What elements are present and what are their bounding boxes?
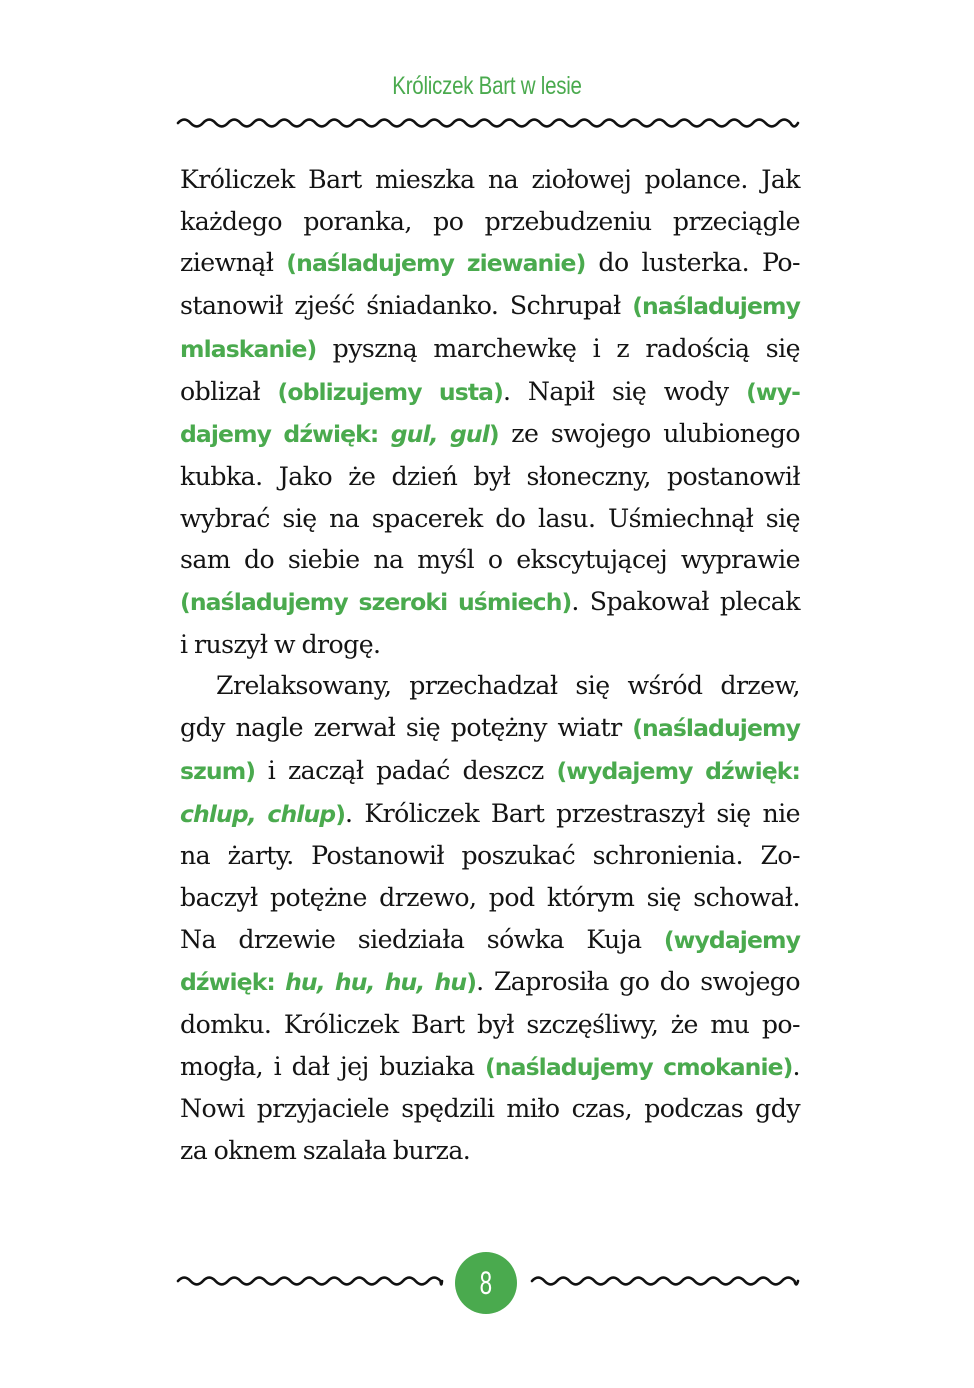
narrative-text: gdy nagle zerwał się potężny wiatr	[180, 713, 633, 743]
narrative-text: oblizał	[180, 376, 278, 406]
narrative-text: stanowił zjeść śniadanko. Schrupał	[180, 291, 633, 321]
text-line	[180, 835, 800, 877]
narrative-text: baczył potężne drzewo, pod którym się schował.	[180, 882, 800, 912]
running-head-title: Króliczek Bart w lesie	[392, 72, 582, 100]
narrative-text: mogła, i dał jej buziaka	[180, 1051, 485, 1081]
sound-instruction: chlup, chlup	[180, 799, 336, 828]
wavy-divider-top	[176, 115, 800, 131]
narrative-text: i zaczął padać deszcz	[255, 755, 557, 785]
wavy-divider-bottom-right	[530, 1273, 800, 1289]
narrative-text: na żarty. Postanowił poszukać schronienia. Zo-	[180, 841, 800, 871]
sound-instruction: (naśladujemy	[632, 714, 800, 743]
narrative-text: wybrać się na spacerek do lasu. Uśmiechnął się	[180, 503, 800, 533]
narrative-text: każdego poranka, po przebudzeniu przeciągle	[180, 206, 800, 236]
narrative-text: i ruszył w drogę.	[180, 629, 381, 659]
story-text	[180, 159, 800, 1172]
narrative-text: do lusterka. Po-	[585, 248, 800, 278]
sound-instruction: dajemy dźwięk:	[180, 420, 391, 449]
text-line	[180, 665, 800, 707]
text-line	[180, 793, 800, 836]
sound-instruction: gul, gul	[390, 420, 489, 449]
sound-instruction: (naśladujemy cmokanie)	[484, 1052, 793, 1081]
sound-instruction: mlaskanie)	[180, 334, 317, 363]
narrative-text: Zrelaksowany, przechadzał się wśród drzew,	[216, 671, 800, 701]
text-line	[180, 1004, 800, 1046]
sound-instruction: hu, hu, hu, hu	[285, 968, 467, 997]
text-line	[180, 1046, 800, 1089]
text-line	[180, 159, 800, 201]
narrative-text: kubka. Jako że dzień był słoneczny, postanowił	[180, 461, 800, 491]
sound-instruction: (wy-	[746, 377, 800, 406]
sound-instruction: (oblizujemy usta)	[277, 377, 503, 406]
text-line	[180, 1088, 800, 1130]
text-line	[180, 285, 800, 328]
paragraph	[180, 159, 800, 665]
page-number-badge	[455, 1252, 517, 1314]
narrative-text: za oknem szalała burza.	[180, 1136, 471, 1166]
page-number: 8	[479, 1265, 493, 1301]
text-line	[180, 242, 800, 285]
sound-instruction: (naśladujemy ziewanie)	[286, 249, 586, 278]
text-line	[180, 328, 800, 371]
text-line	[180, 919, 800, 962]
narrative-text: Na drzewie siedziała sówka Kuja	[180, 924, 664, 954]
text-line	[180, 581, 800, 624]
text-line	[180, 1130, 800, 1172]
sound-instruction: (wydajemy	[663, 925, 800, 954]
text-line	[180, 201, 800, 243]
sound-instruction: dźwięk:	[180, 968, 286, 997]
sound-instruction: (naśladujemy	[632, 292, 800, 321]
text-line	[180, 498, 800, 540]
narrative-text: . Zaprosiła go do swojego	[476, 967, 800, 997]
narrative-text: ze swojego ulubionego	[498, 419, 800, 449]
text-line	[180, 413, 800, 456]
narrative-text: Króliczek Bart mieszka na ziołowej polance. Jak	[180, 165, 800, 194]
wavy-divider-bottom-left	[176, 1273, 444, 1289]
narrative-text: Nowi przyjaciele spędzili miło czas, podczas gdy	[180, 1094, 800, 1124]
sound-instruction: )	[466, 968, 477, 997]
text-line	[180, 624, 800, 666]
text-line	[180, 877, 800, 919]
sound-instruction: (wydajemy dźwięk:	[556, 756, 801, 785]
text-line	[180, 456, 800, 498]
sound-instruction: szum)	[180, 756, 256, 785]
sound-instruction: )	[488, 420, 499, 449]
text-line	[180, 539, 800, 581]
narrative-text: pyszną marchewkę i z radością się	[316, 333, 800, 363]
narrative-text: sam do siebie na myśl o ekscytującej wyprawie	[180, 545, 800, 575]
text-line	[180, 961, 800, 1004]
narrative-text: ziewnął	[180, 248, 287, 278]
narrative-text: . Spakował plecak	[571, 587, 800, 617]
narrative-text: . Króliczek Bart przestraszył się nie	[345, 798, 800, 828]
text-line	[180, 371, 800, 414]
sound-instruction: (naśladujemy szeroki uśmiech)	[180, 588, 572, 617]
narrative-text: domku. Króliczek Bart był szczęśliwy, że mu po-	[180, 1010, 800, 1040]
paragraph	[180, 665, 800, 1171]
text-line	[180, 750, 800, 793]
narrative-text: . Napił się wody	[502, 376, 747, 406]
text-line	[180, 707, 800, 750]
narrative-text: .	[792, 1051, 800, 1081]
sound-instruction: )	[335, 799, 346, 828]
